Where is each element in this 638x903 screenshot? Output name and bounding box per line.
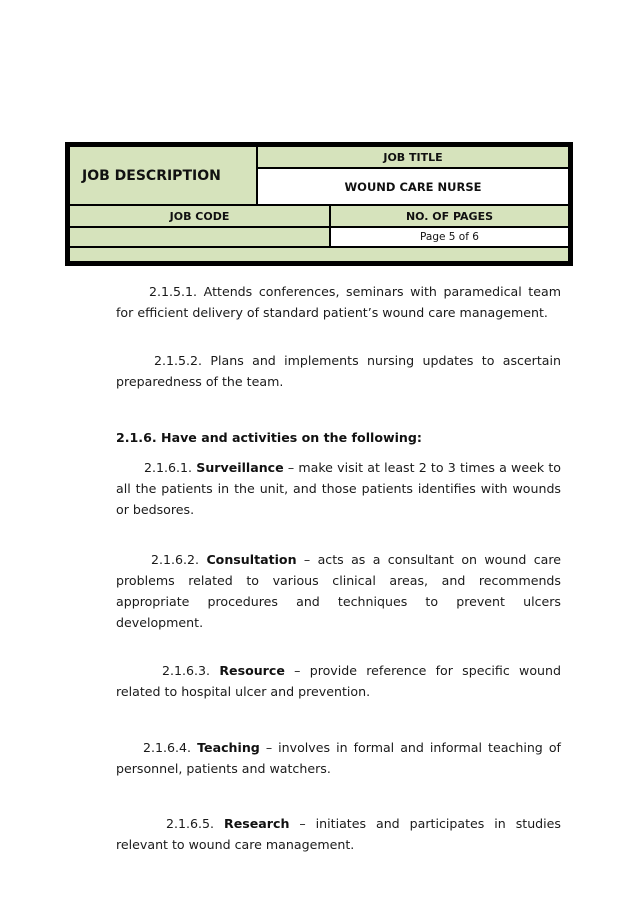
job-title-label: JOB TITLE — [258, 147, 568, 167]
term-resource: Resource — [219, 663, 285, 678]
job-code-label: JOB CODE — [70, 206, 329, 226]
paragraph-text: – involves in formal and informal teaching of personnel, patients and watchers. — [116, 740, 561, 776]
header-bottom-band — [70, 248, 568, 261]
job-title-value: WOUND CARE NURSE — [258, 169, 568, 204]
paragraph-text: – acts as a consultant on wound care problems related to various clinical areas, and recommends appropriate procedures and techniques to prevent ulcers development. — [116, 552, 561, 630]
term-research: Research — [224, 816, 290, 831]
item-number: 2.1.5.2. — [154, 353, 203, 368]
paragraph-teaching — [116, 737, 561, 779]
paragraph-text: – provide reference for specific wound related to hospital ulcer and prevention. — [116, 663, 561, 699]
paragraph-research — [116, 813, 561, 855]
item-number: 2.1.5.1. — [149, 284, 198, 299]
paragraph-text: – initiates and participates in studies relevant to wound care management. — [116, 816, 561, 852]
section-heading-2-1-6: 2.1.6. Have and activities on the following: — [116, 430, 422, 445]
item-number: 2.1.6.2. — [151, 552, 200, 567]
term-consultation: Consultation — [206, 552, 297, 567]
document-header-table — [65, 142, 573, 266]
job-description-label: JOB DESCRIPTION — [70, 147, 256, 204]
paragraph-2-1-5-1 — [116, 281, 561, 323]
item-number: 2.1.6.3. — [162, 663, 211, 678]
paragraph-consultation — [116, 549, 561, 633]
term-surveillance: Surveillance — [196, 460, 284, 475]
paragraph-text: Plans and implements nursing updates to ascertain preparedness of the team. — [116, 353, 561, 389]
item-number: 2.1.6.5. — [166, 816, 215, 831]
job-code-value — [70, 228, 329, 246]
paragraph-text: Attends conferences, seminars with paramedical team for efficient delivery of standard patient’s wound care management. — [116, 284, 561, 320]
paragraph-resource — [116, 660, 561, 702]
page-number-value: Page 5 of 6 — [331, 228, 568, 246]
paragraph-text: – make visit at least 2 to 3 times a week to all the patients in the unit, and those patients identifies with wounds or bedsores. — [116, 460, 561, 517]
term-teaching: Teaching — [197, 740, 260, 755]
paragraph-2-1-5-2 — [116, 350, 561, 392]
pages-label: NO. OF PAGES — [331, 206, 568, 226]
item-number: 2.1.6.4. — [143, 740, 192, 755]
paragraph-surveillance — [116, 457, 561, 520]
item-number: 2.1.6.1. — [144, 460, 193, 475]
